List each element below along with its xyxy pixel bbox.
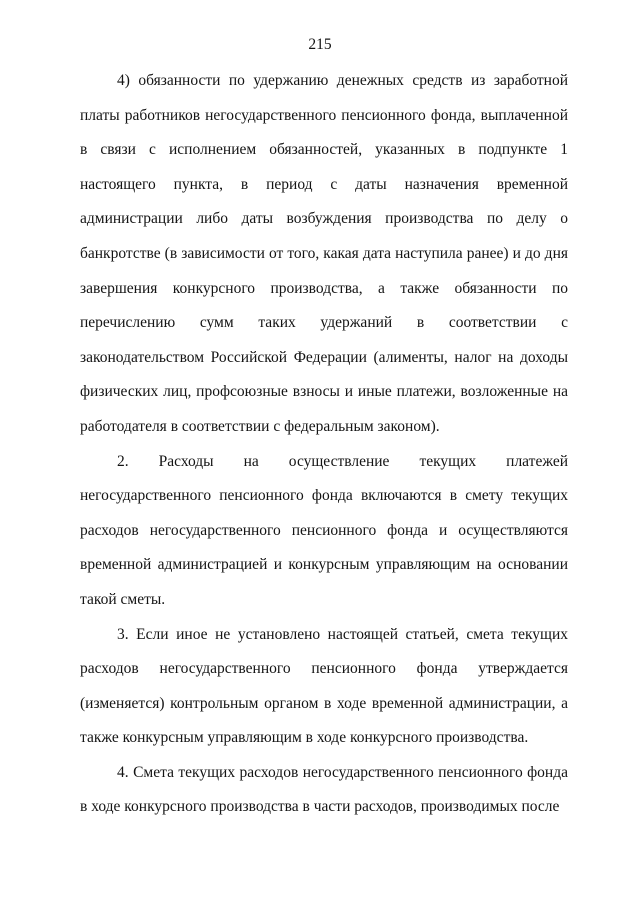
page-number: 215 — [308, 36, 332, 53]
paragraph-3: 3. Если иное не установлено настоящей статьей, смета текущих расходов негосударственного пенсионного фонда утверждается (изменяется) контрольным органом в ходе временной администрации, а также конкурсным управляющим в ходе конкурсного производства. — [80, 625, 568, 747]
paragraph-item-4: 4) обязанности по удержанию денежных средств из заработной платы работников негосударственного пенсионного фонда, выплаченной в связи с исполнением обязанностей, указанных в подпункте 1 настоящего пункта, в период с даты назначения временной администрации либо даты возбуждения производства по делу о банкротстве (в зависимости от того, какая дата наступила ранее) и до дня завершения конкурсного производства, а также обязанности по перечислению сумм таких удержаний в соответствии с законодательством Российской Федерации (алименты, налог на доходы физических лиц, профсоюзные взносы и иные платежи, возложенные на работодателя в соответствии с федеральным законом). — [80, 72, 568, 435]
paragraph-2: 2. Расходы на осуществление текущих платежей негосударственного пенсионного фонда включаются в смету текущих расходов негосударственного пенсионного фонда и осуществляются временной администрацией и конкурсным управляющим на основании такой сметы. — [80, 452, 568, 608]
document-body — [80, 64, 568, 825]
paragraph-4: 4. Смета текущих расходов негосударственного пенсионного фонда в ходе конкурсного производства в части расходов, производимых после — [80, 763, 568, 816]
